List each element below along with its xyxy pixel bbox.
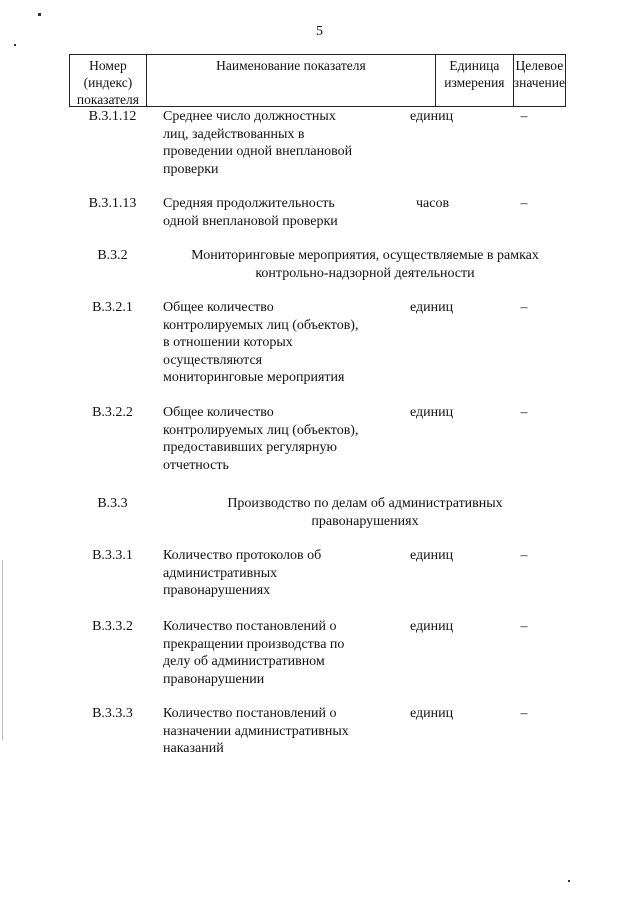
row-target: – xyxy=(520,706,528,721)
table-header xyxy=(69,54,566,107)
row-index: В.3.2 xyxy=(97,248,128,263)
row-unit: единиц xyxy=(410,405,454,420)
header-text: показателя xyxy=(76,92,139,107)
row-unit: единиц xyxy=(410,109,454,124)
row-name-line: проведении одной внеплановой xyxy=(163,144,353,159)
row-target: – xyxy=(520,405,528,420)
header-unit-column xyxy=(436,55,514,106)
header-target-column xyxy=(514,55,565,106)
row-name-line: Общее количество xyxy=(163,300,274,315)
row-unit: единиц xyxy=(410,619,454,634)
row-unit: часов xyxy=(416,196,450,211)
section-title-line: Мониторинговые мероприятия, осуществляемые в рамках xyxy=(191,248,539,263)
row-name-line: правонарушениях xyxy=(163,583,271,598)
row-name-line: осуществляются xyxy=(163,352,263,368)
row-name-line: Количество протоколов об xyxy=(163,548,322,563)
header-index-column xyxy=(70,55,147,106)
row-unit: единиц xyxy=(410,300,454,315)
row-name-line: контролируемых лиц (объектов), xyxy=(163,422,359,438)
row-target: – xyxy=(520,619,528,634)
row-name xyxy=(163,108,388,178)
row-name-line: делу об административном xyxy=(163,654,325,669)
header-text: (индекс) xyxy=(83,75,133,90)
row-unit: единиц xyxy=(410,706,454,721)
row-name-line: Среднее число должностных xyxy=(163,109,336,124)
header-name-column xyxy=(147,55,436,106)
row-target: – xyxy=(520,109,528,124)
row-index: В.3.1.12 xyxy=(88,109,137,124)
header-text: Целевое xyxy=(515,58,564,73)
section-title xyxy=(160,495,570,531)
row-target: – xyxy=(520,196,528,211)
row-index: В.3.3.2 xyxy=(92,619,133,634)
header-text: Номер xyxy=(89,58,127,73)
row-name-line: правонарушении xyxy=(163,671,265,687)
section-title-line: правонарушениях xyxy=(311,514,419,529)
row-name-line: Количество постановлений о xyxy=(163,706,337,721)
row-name-line: предоставивших регулярную xyxy=(163,440,337,455)
row-name-line: административных xyxy=(163,565,278,581)
page-number: 5 xyxy=(316,24,323,39)
header-text: Наименование показателя xyxy=(216,58,366,73)
row-name-line: мониторинговые мероприятия xyxy=(163,370,345,385)
row-name xyxy=(163,299,388,387)
header-text: значение xyxy=(513,75,565,90)
row-name-line: Средняя продолжительность xyxy=(163,196,335,211)
section-title-line: контрольно-надзорной деятельности xyxy=(255,266,475,281)
row-name-line: лиц, задействованных в xyxy=(163,126,305,142)
section-title-line: Производство по делам об административных xyxy=(227,496,503,511)
row-name xyxy=(163,547,388,600)
row-index: В.3.3 xyxy=(97,496,128,511)
row-name-line: одной внеплановой проверки xyxy=(163,213,338,229)
row-name xyxy=(163,404,388,474)
row-name-line: в отношении которых xyxy=(163,335,293,350)
row-name-line: Общее количество xyxy=(163,405,274,420)
row-name-line: Количество постановлений о xyxy=(163,619,337,634)
row-name-line: прекращении производства по xyxy=(163,636,345,652)
row-name-line: контролируемых лиц (объектов), xyxy=(163,317,359,333)
row-name-line: наказаний xyxy=(163,741,224,756)
scan-speck xyxy=(568,880,570,882)
scan-speck xyxy=(14,44,16,46)
row-unit: единиц xyxy=(410,548,454,563)
row-index: В.3.2.1 xyxy=(92,300,133,315)
row-name xyxy=(163,618,388,688)
row-target: – xyxy=(520,548,528,563)
header-text: измерения xyxy=(444,75,505,90)
scan-speck xyxy=(38,13,41,16)
section-title xyxy=(160,247,570,283)
row-index: В.3.1.13 xyxy=(88,196,137,211)
row-index: В.3.3.3 xyxy=(92,706,133,721)
header-text: Единица xyxy=(449,58,500,73)
row-target: – xyxy=(520,300,528,315)
row-index: В.3.3.1 xyxy=(92,548,133,563)
row-name xyxy=(163,705,388,758)
row-index: В.3.2.2 xyxy=(92,405,133,420)
row-name xyxy=(163,195,388,230)
scan-edge-mark xyxy=(2,560,3,740)
row-name-line: назначении административных xyxy=(163,723,349,739)
row-name-line: отчетность xyxy=(163,457,229,473)
row-name-line: проверки xyxy=(163,161,219,177)
